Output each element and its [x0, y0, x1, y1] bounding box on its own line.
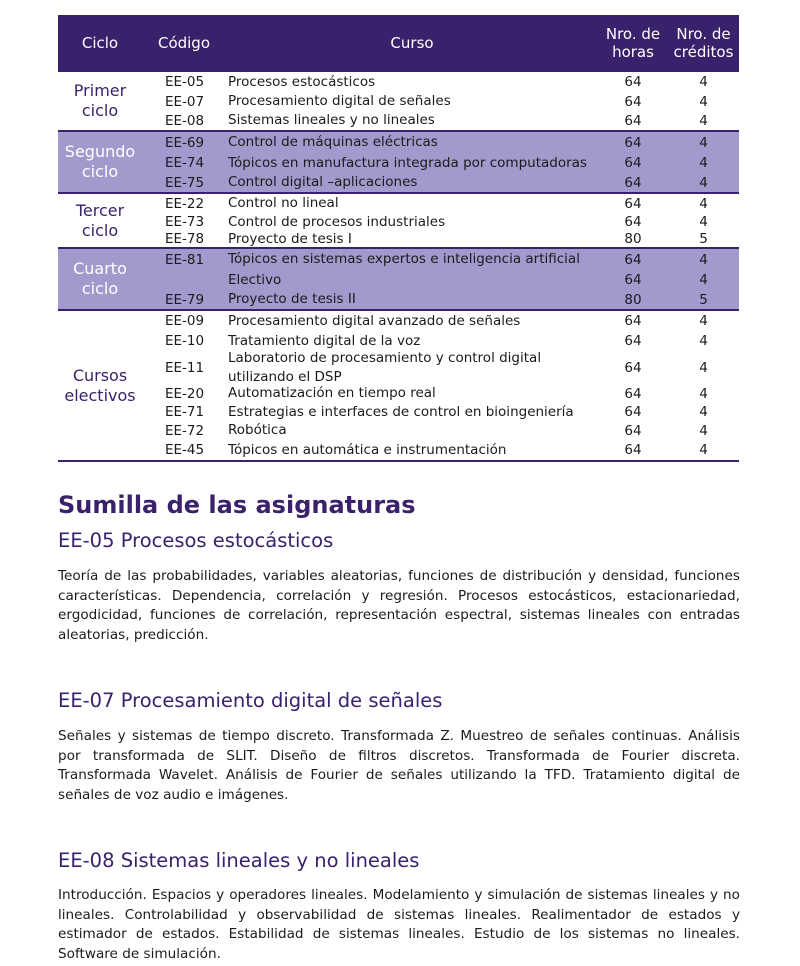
- course-hours: 80: [624, 291, 642, 308]
- course-hours: 64: [624, 134, 642, 151]
- course-credits: 4: [699, 333, 708, 349]
- course-code: EE-05: [165, 74, 205, 90]
- subject-heading-ee05: EE-05 Procesos estocásticos: [58, 529, 334, 552]
- course-hours: 64: [624, 404, 642, 420]
- course-hours: 64: [624, 214, 642, 230]
- table-row: [58, 440, 739, 460]
- table-row: [58, 194, 739, 213]
- table-row: [58, 111, 739, 130]
- course-credits: 4: [699, 155, 708, 171]
- course-code: EE-10: [165, 333, 205, 349]
- course-name: Procesamiento digital de señales: [228, 93, 451, 109]
- course-name: Proyecto de tesis II: [228, 291, 356, 307]
- header-horas: Nro. de horas: [605, 24, 661, 61]
- course-name: Tópicos en sistemas expertos e inteligencia artificial: [228, 251, 580, 267]
- table-row: [58, 290, 739, 309]
- course-credits: 4: [699, 359, 708, 376]
- course-hours: 64: [624, 74, 642, 90]
- table-header: [58, 15, 739, 72]
- course-code: EE-11: [165, 359, 205, 376]
- header-curso: Curso: [390, 33, 434, 52]
- subject-description-ee07: Señales y sistemas de tiempo discreto. Transformada Z. Muestreo de señales continuas. Análisis por transformada de SLIT. Diseño de filtros discretos. Transformada de Fourier discreta. Transformada Wavelet. Análisis de Fourier de señales utilizando la TFD. Tratamiento digital de señales de voz audio e imágenes.: [58, 728, 740, 804]
- course-name: Control no lineal: [228, 195, 339, 211]
- course-name: Control de máquinas eléctricas: [228, 134, 438, 150]
- course-hours: 80: [624, 231, 642, 247]
- course-credits: 4: [699, 93, 708, 110]
- table-row: [58, 132, 739, 153]
- course-name: Estrategias e interfaces de control en bioingeniería: [228, 403, 574, 420]
- table-row: [58, 153, 739, 173]
- course-hours: 64: [624, 333, 642, 349]
- table-row: [58, 421, 739, 440]
- group-cursos-electivos: [58, 311, 739, 462]
- course-name: Sistemas lineales y no lineales: [228, 112, 435, 128]
- course-credits: 5: [699, 291, 708, 308]
- course-code: EE-78: [165, 231, 205, 247]
- subject-heading-ee08: EE-08 Sistemas lineales y no lineales: [58, 849, 420, 872]
- course-hours: 64: [624, 385, 642, 402]
- course-credits: 4: [699, 442, 708, 458]
- table-row: [58, 270, 739, 290]
- course-credits: 4: [699, 112, 708, 129]
- course-name: Control de procesos industriales: [228, 213, 446, 230]
- course-code: EE-08: [165, 112, 205, 129]
- course-credits: 4: [699, 251, 708, 268]
- course-name: Robótica: [228, 422, 287, 438]
- group-label: Primer ciclo: [73, 81, 127, 120]
- table-row: [58, 213, 739, 231]
- group-segundo-ciclo: [58, 132, 739, 194]
- course-code: EE-79: [165, 291, 205, 308]
- course-code: EE-22: [165, 195, 205, 212]
- course-credits: 4: [699, 214, 708, 230]
- table-row: [58, 351, 739, 384]
- course-hours: 64: [624, 93, 642, 110]
- course-name: Procesos estocásticos: [228, 73, 376, 90]
- course-credits: 4: [699, 404, 708, 420]
- course-name: Tópicos en automática e instrumentación: [228, 441, 507, 458]
- course-name: Automatización en tiempo real: [228, 385, 436, 401]
- subject-heading-ee07: EE-07 Procesamiento digital de señales: [58, 689, 443, 712]
- table-row: [58, 311, 739, 331]
- table-row: [58, 72, 739, 92]
- course-name: Control digital –aplicaciones: [228, 174, 418, 190]
- group-cuarto-ciclo: [58, 249, 739, 311]
- course-name: Tópicos en manufactura integrada por computadoras: [228, 154, 587, 171]
- course-hours: 64: [624, 359, 642, 376]
- course-hours: 64: [624, 422, 642, 439]
- curriculum-table: [58, 15, 739, 462]
- group-label: Cursos electivos: [64, 365, 136, 405]
- course-code: EE-09: [165, 313, 205, 329]
- course-code: EE-69: [165, 134, 205, 151]
- course-code: EE-81: [165, 251, 205, 268]
- course-code: EE-45: [165, 442, 205, 458]
- group-label: Segundo ciclo: [64, 142, 136, 181]
- course-credits: 4: [699, 422, 708, 439]
- course-code: EE-71: [165, 404, 205, 420]
- course-hours: 64: [624, 155, 642, 171]
- course-code: EE-07: [165, 93, 205, 110]
- course-code: EE-20: [165, 385, 205, 402]
- table-row: [58, 173, 739, 192]
- course-name: Electivo: [228, 271, 282, 288]
- course-credits: 4: [699, 134, 708, 151]
- course-code: EE-75: [165, 174, 205, 191]
- course-hours: 64: [624, 195, 642, 212]
- group-tercer-ciclo: [58, 194, 739, 249]
- course-hours: 64: [624, 272, 642, 288]
- course-hours: 64: [624, 251, 642, 268]
- course-name: Laboratorio de procesamiento y control digital utilizando el DSP: [228, 349, 542, 385]
- group-primer-ciclo: [58, 72, 739, 132]
- course-credits: 4: [699, 385, 708, 402]
- course-credits: 4: [699, 174, 708, 191]
- sumilla-title: Sumilla de las asignaturas: [58, 491, 416, 519]
- group-label: Tercer ciclo: [75, 200, 125, 240]
- course-hours: 64: [624, 174, 642, 191]
- header-creditos: Nro. de créditos: [673, 24, 734, 61]
- course-credits: 4: [699, 272, 708, 288]
- subject-description-ee05: Teoría de las probabilidades, variables aleatorias, funciones de distribución y densidad, funciones características. Dependencia, correlación y regresión. Procesos estocásticos, estacionariedad, ergodicidad, funciones de correlación, representación espectral, sistemas lineales con entradas aleatorias, predicción.: [58, 568, 740, 644]
- course-credits: 4: [699, 195, 708, 212]
- course-code: EE-72: [165, 422, 205, 439]
- course-code: EE-73: [165, 214, 205, 230]
- group-label: Cuarto ciclo: [73, 259, 127, 298]
- course-hours: 64: [624, 313, 642, 329]
- course-credits: 4: [699, 74, 708, 90]
- course-name: Tratamiento digital de la voz: [228, 332, 421, 349]
- table-row: [58, 249, 739, 270]
- subject-description-ee08: Introducción. Espacios y operadores lineales. Modelamiento y simulación de sistemas lineales y no lineales. Controlabilidad y observabilidad de sistemas lineales. Realimentador de estados y estimador de estados. Estabilidad de sistemas lineales. Estudio de los sistemas no lineales. Software de simulación.: [58, 887, 740, 963]
- course-hours: 64: [624, 112, 642, 129]
- course-name: Procesamiento digital avanzado de señales: [228, 312, 521, 329]
- course-name: Proyecto de tesis I: [228, 230, 352, 247]
- table-row: [58, 231, 739, 247]
- table-row: [58, 384, 739, 403]
- course-credits: 5: [699, 231, 708, 247]
- course-hours: 64: [624, 442, 642, 458]
- table-row: [58, 403, 739, 421]
- course-credits: 4: [699, 313, 708, 329]
- header-ciclo: Ciclo: [81, 33, 119, 52]
- header-codigo: Código: [157, 33, 211, 52]
- table-row: [58, 92, 739, 111]
- course-code: EE-74: [165, 155, 205, 171]
